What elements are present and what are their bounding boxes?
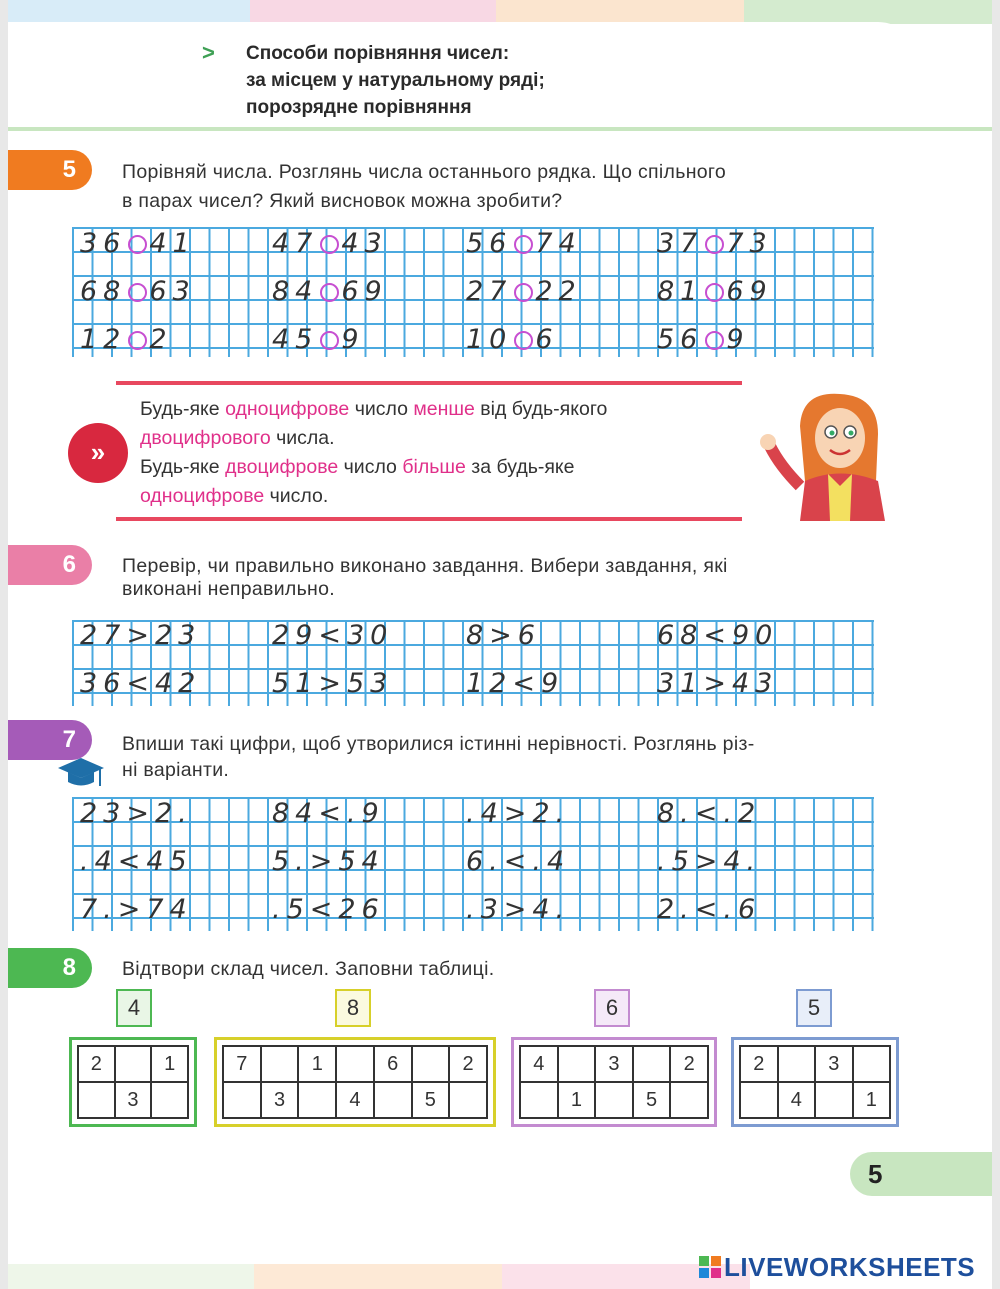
task-8-text: Відтвори склад чисел. Заповни таблиці. <box>122 958 495 980</box>
answer-circle[interactable] <box>514 283 533 302</box>
comparison-pair <box>466 324 559 355</box>
left-number: 47 <box>272 228 319 259</box>
right-number: 6 <box>535 324 559 355</box>
table-cell[interactable] <box>449 1082 487 1118</box>
table-row-bottom <box>520 1082 708 1118</box>
inequality-item[interactable]: 29<30 <box>272 620 394 651</box>
table-cell[interactable] <box>261 1046 299 1082</box>
table-2-total: 8 <box>335 989 371 1027</box>
right-number: 69 <box>726 276 773 307</box>
inequality-item[interactable]: 31>43 <box>657 668 779 699</box>
right-number: 9 <box>726 324 750 355</box>
table-3 <box>511 1037 717 1127</box>
table-cell: 4 <box>778 1082 816 1118</box>
topic-line-2: за місцем у натуральному ряді; <box>246 70 545 91</box>
table-1 <box>69 1037 197 1127</box>
bottom-strip-green <box>8 1264 254 1289</box>
comparison-pair <box>657 324 750 355</box>
comparison-pair <box>272 228 388 259</box>
table-cell: 2 <box>78 1046 115 1082</box>
table-row-bottom <box>740 1082 890 1118</box>
right-number: 73 <box>726 228 773 259</box>
comparison-pair <box>80 276 196 307</box>
double-chevron-icon: » <box>68 423 128 483</box>
fill-in-inequality[interactable]: 7.>74 <box>80 894 193 925</box>
comparison-pair <box>272 324 365 355</box>
fill-in-inequality[interactable]: 23>2. <box>80 798 193 829</box>
fill-in-inequality[interactable]: 84<.9 <box>272 798 385 829</box>
fill-in-inequality[interactable]: .5>4. <box>657 846 762 877</box>
table-cell[interactable] <box>740 1082 778 1118</box>
task-7-text <box>122 730 755 785</box>
answer-circle[interactable] <box>320 283 339 302</box>
table-1-total: 4 <box>116 989 152 1027</box>
task-5-text <box>122 158 726 216</box>
right-margin <box>992 0 1000 1289</box>
left-number: 37 <box>657 228 704 259</box>
rule-line-1: Будь-яке одноцифрове число менше від будь-якого <box>140 398 608 420</box>
top-strip-green <box>744 0 1000 24</box>
comparison-pair <box>657 228 773 259</box>
task-6-text-line-2: виконані неправильно. <box>122 578 335 600</box>
right-number: 9 <box>341 324 365 355</box>
inequality-item[interactable]: 8>6 <box>466 620 541 651</box>
fill-in-inequality[interactable]: 6.<.4 <box>466 846 571 877</box>
table-cell: 3 <box>261 1082 299 1118</box>
table-cell: 4 <box>336 1082 374 1118</box>
left-number: 56 <box>466 228 513 259</box>
answer-circle[interactable] <box>705 235 724 254</box>
table-cell[interactable] <box>520 1082 558 1118</box>
fill-in-inequality[interactable]: .3>4. <box>466 894 571 925</box>
table-cell[interactable] <box>151 1082 188 1118</box>
table-cell: 3 <box>595 1046 633 1082</box>
fill-in-inequality[interactable]: .5<26 <box>272 894 385 925</box>
table-cell: 4 <box>520 1046 558 1082</box>
table-cell[interactable] <box>115 1046 152 1082</box>
table-row-top <box>78 1046 188 1082</box>
table-2 <box>214 1037 496 1127</box>
inequality-item[interactable]: 27>23 <box>80 620 202 651</box>
answer-circle[interactable] <box>514 331 533 350</box>
table-4-total: 5 <box>796 989 832 1027</box>
comparison-pair <box>80 228 196 259</box>
chevron-right-icon: > <box>202 40 215 65</box>
table-cell: 2 <box>670 1046 708 1082</box>
table-row-top <box>520 1046 708 1082</box>
comparison-pair <box>272 276 388 307</box>
table-3-total: 6 <box>594 989 630 1027</box>
task-6-badge: 6 <box>8 545 92 585</box>
inequality-item[interactable]: 36<42 <box>80 668 202 699</box>
rule-text <box>140 395 740 511</box>
table-cell: 1 <box>298 1046 336 1082</box>
table-row-bottom <box>78 1082 188 1118</box>
graduation-cap-icon <box>56 756 106 790</box>
fill-in-inequality[interactable]: .4>2. <box>466 798 571 829</box>
comparison-pair <box>80 324 173 355</box>
left-number: 84 <box>272 276 319 307</box>
right-number: 22 <box>535 276 582 307</box>
topic-line-1: Способи порівняння чисел: <box>246 43 510 64</box>
table-cell[interactable] <box>223 1082 261 1118</box>
table-cell: 5 <box>633 1082 671 1118</box>
task-7-text-line-2: ні варіанти. <box>122 759 230 781</box>
right-number: 2 <box>149 324 173 355</box>
table-row-bottom <box>223 1082 487 1118</box>
left-margin <box>0 0 8 1289</box>
table-cell: 7 <box>223 1046 261 1082</box>
task-5-text-line-1: Порівняй числа. Розглянь числа останнього рядка. Що спільного <box>122 161 727 183</box>
answer-circle[interactable] <box>705 283 724 302</box>
right-number: 74 <box>535 228 582 259</box>
rule-bottom-line <box>116 517 742 521</box>
table-cell[interactable] <box>78 1082 115 1118</box>
task-5-text-line-2: в парах чисел? Який висновок можна зробити? <box>122 190 563 212</box>
rule-line-3: Будь-яке двоцифрове число більше за будь-яке <box>140 456 575 478</box>
left-number: 27 <box>466 276 513 307</box>
top-strip-pink <box>250 0 496 24</box>
answer-circle[interactable] <box>128 235 147 254</box>
inequality-item[interactable]: 51>53 <box>272 668 394 699</box>
page-number: 5 <box>850 1152 992 1196</box>
fill-in-inequality[interactable]: 2.<.6 <box>657 894 762 925</box>
answer-circle[interactable] <box>128 283 147 302</box>
left-number: 36 <box>80 228 127 259</box>
task-5-badge: 5 <box>8 150 92 190</box>
fill-in-inequality[interactable]: 8.<.2 <box>657 798 762 829</box>
top-strip-blue <box>0 0 250 24</box>
table-cell[interactable] <box>412 1046 450 1082</box>
header-divider <box>8 127 992 131</box>
teacher-illustration <box>760 386 895 521</box>
liveworksheets-watermark: LIVEWORKSHEETS <box>724 1252 976 1282</box>
table-cell: 1 <box>853 1082 891 1118</box>
inequality-item[interactable]: 12<9 <box>466 668 565 699</box>
table-cell: 2 <box>740 1046 778 1082</box>
answer-circle[interactable] <box>128 331 147 350</box>
table-cell[interactable] <box>336 1046 374 1082</box>
left-number: 12 <box>80 324 127 355</box>
table-4 <box>731 1037 899 1127</box>
rule-top-line <box>116 381 742 385</box>
answer-circle[interactable] <box>705 331 724 350</box>
topic-title <box>246 40 545 121</box>
fill-in-inequality[interactable]: .4<45 <box>80 846 193 877</box>
rule-line-2: двоцифрового числа. <box>140 427 335 449</box>
table-cell[interactable] <box>595 1082 633 1118</box>
answer-circle[interactable] <box>320 235 339 254</box>
left-number: 10 <box>466 324 513 355</box>
fill-in-inequality[interactable]: 5.>54 <box>272 846 385 877</box>
table-cell[interactable] <box>778 1046 816 1082</box>
table-cell[interactable] <box>298 1082 336 1118</box>
task-6-text-line-1: Перевір, чи правильно виконано завдання. Вибери завдання, які <box>122 555 728 577</box>
bottom-strip-orange <box>254 1264 502 1289</box>
table-cell[interactable] <box>374 1082 412 1118</box>
table-cell: 3 <box>115 1082 152 1118</box>
table-cell[interactable] <box>853 1046 891 1082</box>
table-cell[interactable] <box>670 1082 708 1118</box>
right-number: 63 <box>149 276 196 307</box>
right-number: 69 <box>341 276 388 307</box>
rule-line-4: одноцифрове число. <box>140 485 329 507</box>
topic-line-3: порозрядне порівняння <box>246 97 472 118</box>
comparison-pair <box>466 276 582 307</box>
left-number: 81 <box>657 276 704 307</box>
comparison-pair <box>466 228 582 259</box>
liveworksheets-logo-icon <box>699 1256 721 1278</box>
left-number: 68 <box>80 276 127 307</box>
right-number: 43 <box>341 228 388 259</box>
left-number: 45 <box>272 324 319 355</box>
comparison-pair <box>657 276 773 307</box>
table-cell[interactable] <box>558 1046 596 1082</box>
inequality-item[interactable]: 68<90 <box>657 620 779 651</box>
table-cell: 1 <box>151 1046 188 1082</box>
right-number: 41 <box>149 228 196 259</box>
task-7-badge: 7 <box>8 720 92 760</box>
top-strip-orange <box>496 0 744 24</box>
table-cell: 6 <box>374 1046 412 1082</box>
left-number: 56 <box>657 324 704 355</box>
task-8-badge: 8 <box>8 948 92 988</box>
table-cell: 3 <box>815 1046 853 1082</box>
table-row-top <box>223 1046 487 1082</box>
table-row-top <box>740 1046 890 1082</box>
table-cell: 5 <box>412 1082 450 1118</box>
task-6-text <box>122 552 728 604</box>
table-cell[interactable] <box>633 1046 671 1082</box>
answer-circle[interactable] <box>320 331 339 350</box>
task-7-text-line-1: Впиши такі цифри, щоб утворилися істинні нерівності. Розглянь різ- <box>122 733 755 755</box>
table-cell: 1 <box>558 1082 596 1118</box>
answer-circle[interactable] <box>514 235 533 254</box>
table-cell[interactable] <box>815 1082 853 1118</box>
table-cell: 2 <box>449 1046 487 1082</box>
